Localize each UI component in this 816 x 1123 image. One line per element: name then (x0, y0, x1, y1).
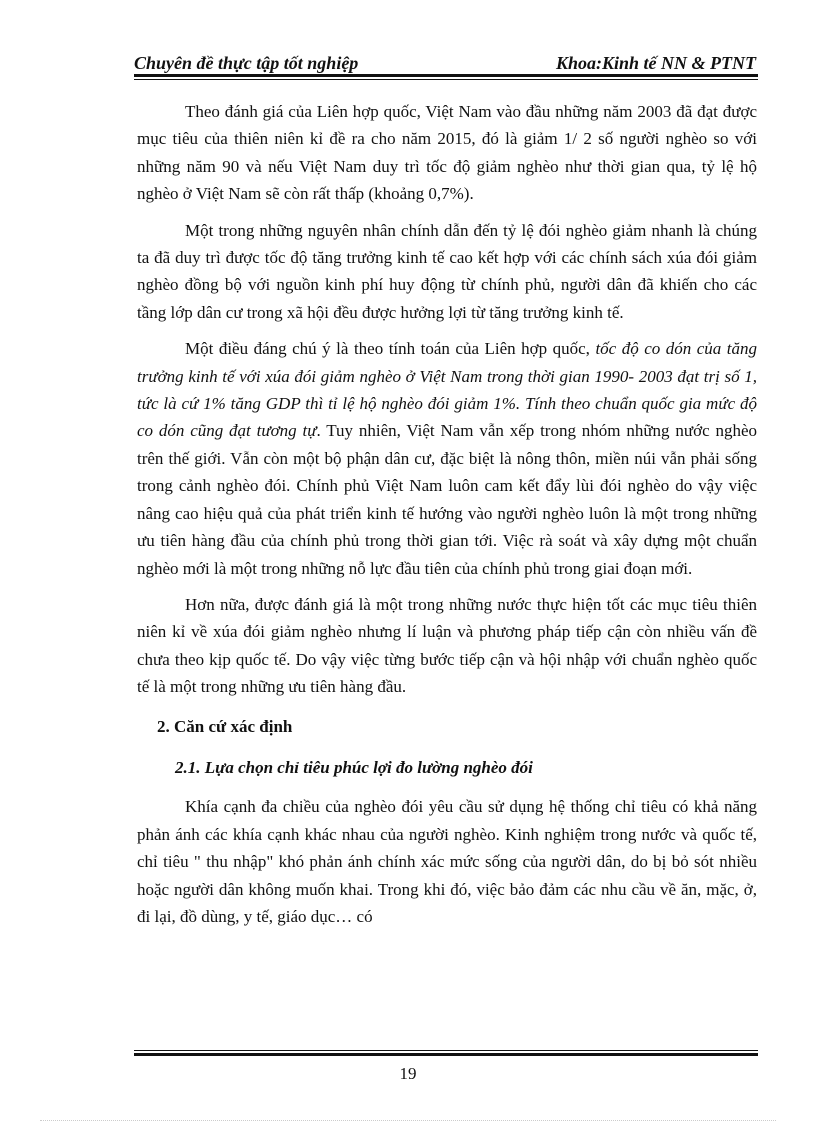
paragraph-5: Khía cạnh đa chiều của nghèo đói yêu cầu sử dụng hệ thống chỉ tiêu có khả năng phản ánh các khía cạnh khác nhau của người nghèo. Kinh nghiệm trong nước và quốc tế, chỉ tiêu " thu nhập" khó phản ánh chính xác mức sống của người dân, do bị bỏ sót nhiều hoặc người dân không muốn khai. Trong khi đó, việc bảo đảm các nhu cầu về ăn, mặc, ở, đi lại, đồ dùng, y tế, giáo dục… có (137, 797, 757, 926)
header-left-title: Chuyên đề thực tập tốt nghiệp (134, 53, 359, 73)
document-body (137, 98, 757, 939)
paragraph-2: Một trong những nguyên nhân chính dẫn đến tỷ lệ đói nghèo giảm nhanh là chúng ta đã duy trì được tốc độ tăng trưởng kinh tế cao kết hợp với các chính sách xúa đói giảm nghèo đồng bộ với nguồn kinh phí huy động từ chính phủ, người dân đã khiến cho các tầng lớp dân cư trong xã hội đều được hưởng lợi từ tăng trưởng kinh tế. (137, 220, 757, 322)
page-number: 19 (399, 1064, 417, 1083)
subsection-heading: 2.1. Lựa chọn chỉ tiêu phúc lợi đo lường nghèo đói (175, 757, 533, 777)
footer-rule-thin (134, 1050, 758, 1051)
paragraph-4: Hơn nữa, được đánh giá là một trong những nước thực hiện tốt các mục tiêu thiên niên kỉ về xúa đói giảm nghèo nhưng lí luận và phương pháp tiếp cận còn nhiều vấn đề chưa theo kịp quốc tế. Do vậy việc từng bước tiếp cận và hội nhập với chuẩn nghèo quốc tế là một trong những ưu tiên hàng đầu. (137, 594, 757, 697)
header-right-title: Khoa:Kinh tế NN & PTNT (555, 53, 756, 73)
page-bottom-edge (40, 1120, 776, 1121)
paragraph-3-italic: tốc độ co dón của tăng trưởng kinh tế với xúa đói giảm nghèo ở Việt Nam trong thời gian 1990- 2003 đạt trị số 1, tức là cứ 1% tăng GDP thì tỉ lệ hộ nghèo đói giảm 1%. Tính theo chuẩn quốc gia mức độ co dón cũng đạt tương tự (137, 339, 757, 441)
section-heading: 2. Căn cứ xác định (157, 716, 293, 736)
page-header (134, 48, 756, 74)
header-rule-thin (134, 79, 758, 80)
paragraph-3-end: . Tuy nhiên, Việt Nam vẫn xếp trong nhóm những nước nghèo trên thế giới. Vẫn còn một bộ phận dân cư, đặc biệt là nông thôn, miền núi vẫn phải sống trong cảnh nghèo đói. Chính phủ Việt Nam luôn cam kết đẩy lùi đói nghèo do vậy việc nâng cao hiệu quả của phát triển kinh tế hướng vào người nghèo luôn là một trong những ưu tiên hàng đầu của chính phủ trong thời gian tới. Việc rà soát và xây dựng một chuẩn nghèo mới là một trong những nỗ lực đầu tiên của chính phủ trong giai đoạn mới. (137, 421, 757, 578)
footer-rule-thick (134, 1053, 758, 1056)
paragraph-1: Theo đánh giá của Liên hợp quốc, Việt Nam vào đầu những năm 2003 đã đạt được mục tiêu của thiên niên kỉ đề ra cho năm 2015, đó là giảm 1/ 2 số người nghèo so với những năm 90 và nếu Việt Nam duy trì tốc độ giảm nghèo như thời gian qua, tỷ lệ hộ nghèo ở Việt Nam sẽ còn rất thấp (khoảng 0,7%). (137, 102, 757, 204)
header-rule-thick (134, 74, 758, 77)
paragraph-3 (137, 335, 757, 582)
paragraph-3-start: Một điều đáng chú ý là theo tính toán của Liên hợp quốc, (185, 339, 596, 359)
